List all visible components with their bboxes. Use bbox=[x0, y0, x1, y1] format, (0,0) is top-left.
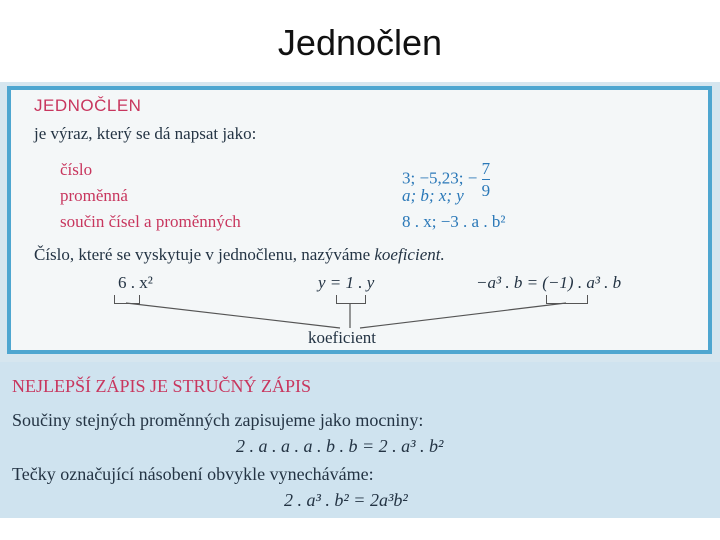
formula-powers: 2 . a . a . a . b . b = 2 . a³ . b² bbox=[236, 436, 444, 456]
notation-line-powers: Součiny stejných proměnných zapisujeme jako mocniny: bbox=[12, 410, 424, 430]
number-examples: 3; −5,23; − bbox=[402, 168, 478, 188]
arrow-line-left bbox=[126, 303, 340, 328]
item-example-product: 8 . x; −3 . a . b² bbox=[402, 212, 506, 231]
example-minus-a3b: −a³ . b = (−1) . a³ . b bbox=[476, 273, 622, 292]
notation-line-dots: Tečky označující násobení obvykle vynecháváme: bbox=[12, 464, 374, 484]
page-title: Jednočlen bbox=[277, 22, 443, 63]
fraction-denominator: 9 bbox=[481, 181, 491, 200]
example-6x2: 6 . x² bbox=[118, 273, 153, 292]
definition-heading: JEDNOČLEN bbox=[34, 96, 142, 115]
notation-heading: NEJLEPŠÍ ZÁPIS JE STRUČNÝ ZÁPIS bbox=[12, 376, 312, 396]
formula-no-dots: 2 . a³ . b² = 2a³b² bbox=[284, 490, 408, 510]
example-y-equals-1y: y = 1 . y bbox=[318, 273, 375, 292]
item-label-variable: proměnná bbox=[60, 186, 128, 205]
fraction-numerator: 7 bbox=[481, 159, 491, 178]
item-label-number: číslo bbox=[60, 160, 93, 179]
arrow-line-right bbox=[360, 303, 566, 328]
coefficient-sentence-text: Číslo, které se vyskytuje v jednočlenu, nazýváme bbox=[34, 245, 375, 264]
definition-text: je výraz, který se dá napsat jako: bbox=[34, 124, 257, 143]
coefficient-word: koeficient. bbox=[374, 245, 445, 264]
item-label-product: součin čísel a proměnných bbox=[60, 212, 241, 231]
item-example-variable: a; b; x; y bbox=[402, 186, 464, 205]
coefficient-label: koeficient bbox=[308, 328, 376, 347]
